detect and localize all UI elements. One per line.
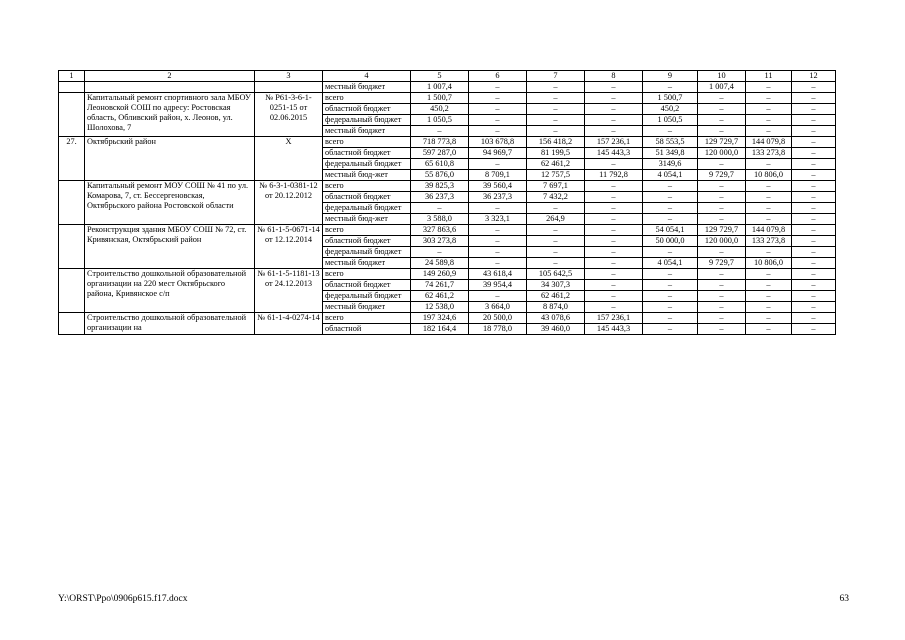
amount-cell: 58 553,5 <box>643 137 698 148</box>
amount-cell: – <box>643 269 698 280</box>
amount-cell: 450,2 <box>411 104 469 115</box>
header-cell: 9 <box>643 71 698 82</box>
amount-cell: 4 054,1 <box>643 258 698 269</box>
amount-cell: – <box>585 126 643 137</box>
amount-cell: 157 236,1 <box>585 137 643 148</box>
amount-cell: 9 729,7 <box>698 170 746 181</box>
amount-cell: 1 007,4 <box>698 82 746 93</box>
amount-cell: – <box>469 236 527 247</box>
amount-cell: 11 792,8 <box>585 170 643 181</box>
amount-cell: – <box>698 313 746 324</box>
header-cell: 11 <box>746 71 792 82</box>
header-cell: 8 <box>585 71 643 82</box>
amount-cell: – <box>746 291 792 302</box>
row-number <box>59 82 85 93</box>
amount-cell: – <box>643 181 698 192</box>
amount-cell: – <box>792 247 836 258</box>
amount-cell: – <box>792 192 836 203</box>
amount-cell: – <box>746 82 792 93</box>
amount-cell: – <box>792 236 836 247</box>
amount-cell: – <box>792 203 836 214</box>
object-name: Строительство дошкольной образовательной организации на <box>85 313 255 335</box>
object-name: Строительство дошкольной образовательной организации на 220 мест Октябрьского района, Кривянское с/п <box>85 269 255 313</box>
amount-cell: – <box>585 181 643 192</box>
budget-source: местный бюд-жет <box>323 214 411 225</box>
amount-cell: – <box>469 93 527 104</box>
amount-cell: – <box>746 203 792 214</box>
amount-cell: – <box>698 247 746 258</box>
amount-cell: – <box>698 291 746 302</box>
amount-cell: – <box>746 159 792 170</box>
amount-cell: – <box>585 258 643 269</box>
amount-cell: 39 460,0 <box>527 324 585 335</box>
amount-cell: – <box>585 115 643 126</box>
amount-cell: – <box>527 126 585 137</box>
header-cell: 2 <box>85 71 255 82</box>
amount-cell: – <box>585 104 643 115</box>
amount-cell: – <box>411 203 469 214</box>
amount-cell: – <box>792 313 836 324</box>
amount-cell: – <box>469 291 527 302</box>
amount-cell: 133 273,8 <box>746 236 792 247</box>
row-number <box>59 313 85 335</box>
amount-cell: 36 237,3 <box>411 192 469 203</box>
amount-cell: 51 349,8 <box>643 148 698 159</box>
table-row <box>59 181 836 192</box>
amount-cell: 20 500,0 <box>469 313 527 324</box>
amount-cell: – <box>698 324 746 335</box>
amount-cell: – <box>527 93 585 104</box>
budget-source: местный бюджет <box>323 258 411 269</box>
amount-cell: 3 588,0 <box>411 214 469 225</box>
amount-cell: – <box>792 258 836 269</box>
amount-cell: – <box>411 126 469 137</box>
amount-cell: – <box>527 115 585 126</box>
amount-cell: 43 618,4 <box>469 269 527 280</box>
budget-source: областной <box>323 324 411 335</box>
amount-cell: 94 969,7 <box>469 148 527 159</box>
amount-cell: 1 050,5 <box>411 115 469 126</box>
amount-cell: – <box>792 82 836 93</box>
document-number: Х <box>255 137 323 181</box>
amount-cell: – <box>643 203 698 214</box>
budget-source: местный бюджет <box>323 82 411 93</box>
amount-cell: 50 000,0 <box>643 236 698 247</box>
amount-cell: – <box>411 247 469 258</box>
object-name: Реконструкция здания МБОУ СОШ № 72, ст. Кривянская, Октябрьский район <box>85 225 255 269</box>
row-number <box>59 269 85 313</box>
amount-cell: – <box>469 126 527 137</box>
amount-cell: – <box>746 269 792 280</box>
document-number: № 61-1-4-0274-14 <box>255 313 323 335</box>
amount-cell: 145 443,3 <box>585 148 643 159</box>
amount-cell: – <box>527 203 585 214</box>
object-name: Октябрьский район <box>85 137 255 181</box>
table-row <box>59 269 836 280</box>
budget-source: федеральный бюджет <box>323 247 411 258</box>
header-cell: 10 <box>698 71 746 82</box>
amount-cell: 264,9 <box>527 214 585 225</box>
amount-cell: 9 729,7 <box>698 258 746 269</box>
amount-cell: – <box>698 159 746 170</box>
amount-cell: 39 560,4 <box>469 181 527 192</box>
header-row <box>59 71 836 82</box>
amount-cell: 36 237,3 <box>469 192 527 203</box>
amount-cell: 597 287,0 <box>411 148 469 159</box>
amount-cell: 156 418,2 <box>527 137 585 148</box>
row-number <box>59 181 85 225</box>
budget-source: федеральный бюджет <box>323 291 411 302</box>
amount-cell: 103 678,8 <box>469 137 527 148</box>
amount-cell: 3 664,0 <box>469 302 527 313</box>
amount-cell: 3149,6 <box>643 159 698 170</box>
amount-cell: 54 054,1 <box>643 225 698 236</box>
header-cell: 3 <box>255 71 323 82</box>
table-row <box>59 313 836 324</box>
amount-cell: – <box>469 104 527 115</box>
amount-cell: – <box>792 280 836 291</box>
amount-cell: – <box>746 192 792 203</box>
amount-cell: – <box>792 225 836 236</box>
footer-file-path: Y:\ORST\Ppo\0906p615.f17.docx <box>58 594 188 604</box>
amount-cell: – <box>469 247 527 258</box>
budget-source: областной бюджет <box>323 192 411 203</box>
amount-cell: 65 610,8 <box>411 159 469 170</box>
budget-source: всего <box>323 225 411 236</box>
amount-cell: 34 307,3 <box>527 280 585 291</box>
amount-cell: 144 079,8 <box>746 137 792 148</box>
row-number <box>59 93 85 137</box>
document-number: № 61-1-5-1181-13 от 24.12.2013 <box>255 269 323 313</box>
amount-cell: – <box>585 159 643 170</box>
amount-cell: 12 757,5 <box>527 170 585 181</box>
budget-source: областной бюджет <box>323 236 411 247</box>
amount-cell: – <box>746 302 792 313</box>
document-number: № 61-1-5-0671-14 от 12.12.2014 <box>255 225 323 269</box>
amount-cell: – <box>469 258 527 269</box>
amount-cell: – <box>643 313 698 324</box>
amount-cell: – <box>469 159 527 170</box>
table-row <box>59 82 836 93</box>
header-cell: 6 <box>469 71 527 82</box>
amount-cell: 8 874,0 <box>527 302 585 313</box>
amount-cell: – <box>746 214 792 225</box>
amount-cell: – <box>792 104 836 115</box>
amount-cell: 7 697,1 <box>527 181 585 192</box>
budget-source: местный бюд-жет <box>323 170 411 181</box>
amount-cell: – <box>792 291 836 302</box>
amount-cell: – <box>643 280 698 291</box>
amount-cell: – <box>469 225 527 236</box>
budget-source: областной бюджет <box>323 280 411 291</box>
amount-cell: – <box>527 225 585 236</box>
amount-cell: 81 199,5 <box>527 148 585 159</box>
amount-cell: – <box>792 115 836 126</box>
object-name: Капитальный ремонт МОУ СОШ № 41 по ул. Комарова, 7, ст. Бессергеновская, Октябрьского района Ростовской области <box>85 181 255 225</box>
header-cell: 1 <box>59 71 85 82</box>
amount-cell: – <box>643 247 698 258</box>
amount-cell: 39 825,3 <box>411 181 469 192</box>
amount-cell: 145 443,3 <box>585 324 643 335</box>
amount-cell: 133 273,8 <box>746 148 792 159</box>
amount-cell: 43 078,6 <box>527 313 585 324</box>
amount-cell: 120 000,0 <box>698 148 746 159</box>
amount-cell: – <box>585 225 643 236</box>
amount-cell: 3 323,1 <box>469 214 527 225</box>
amount-cell: – <box>585 203 643 214</box>
amount-cell: – <box>698 302 746 313</box>
amount-cell: – <box>585 192 643 203</box>
amount-cell: 129 729,7 <box>698 137 746 148</box>
object-name: Капитальный ремонт спортивного зала МБОУ Леоновской СОШ по адресу: Ростовская область, Обливский район, х. Леонов, ул. Шолохова, 7 <box>85 93 255 137</box>
amount-cell: 450,2 <box>643 104 698 115</box>
amount-cell: – <box>585 93 643 104</box>
table-row <box>59 137 836 148</box>
row-number <box>59 225 85 269</box>
amount-cell: – <box>746 104 792 115</box>
amount-cell: 1 050,5 <box>643 115 698 126</box>
amount-cell: 149 260,9 <box>411 269 469 280</box>
amount-cell: – <box>643 302 698 313</box>
budget-source: федеральный бюджет <box>323 115 411 126</box>
amount-cell: 157 236,1 <box>585 313 643 324</box>
amount-cell: 182 164,4 <box>411 324 469 335</box>
amount-cell: – <box>698 203 746 214</box>
amount-cell: 144 079,8 <box>746 225 792 236</box>
budget-source: всего <box>323 93 411 104</box>
amount-cell: 327 863,6 <box>411 225 469 236</box>
amount-cell: – <box>527 247 585 258</box>
amount-cell: 105 642,5 <box>527 269 585 280</box>
amount-cell: – <box>792 126 836 137</box>
amount-cell: – <box>746 324 792 335</box>
amount-cell: – <box>643 126 698 137</box>
amount-cell: – <box>698 181 746 192</box>
amount-cell: 120 000,0 <box>698 236 746 247</box>
amount-cell: 74 261,7 <box>411 280 469 291</box>
amount-cell: 55 876,0 <box>411 170 469 181</box>
amount-cell: 197 324,6 <box>411 313 469 324</box>
amount-cell: – <box>746 115 792 126</box>
amount-cell: 10 806,0 <box>746 258 792 269</box>
amount-cell: – <box>585 82 643 93</box>
amount-cell: – <box>792 137 836 148</box>
budget-source: местный бюджет <box>323 302 411 313</box>
table-row <box>59 93 836 104</box>
amount-cell: 62 461,2 <box>527 291 585 302</box>
amount-cell: – <box>698 280 746 291</box>
header-cell: 7 <box>527 71 585 82</box>
amount-cell: – <box>469 115 527 126</box>
amount-cell: – <box>585 247 643 258</box>
amount-cell: – <box>643 291 698 302</box>
header-cell: 5 <box>411 71 469 82</box>
amount-cell: 10 806,0 <box>746 170 792 181</box>
amount-cell: – <box>585 269 643 280</box>
table-row <box>59 225 836 236</box>
amount-cell: – <box>792 159 836 170</box>
amount-cell: – <box>698 126 746 137</box>
budget-source: федеральный бюджет <box>323 203 411 214</box>
amount-cell: 1 500,7 <box>411 93 469 104</box>
amount-cell: – <box>585 291 643 302</box>
object-name <box>85 82 255 93</box>
amount-cell: 1 500,7 <box>643 93 698 104</box>
amount-cell: – <box>469 82 527 93</box>
amount-cell: – <box>698 214 746 225</box>
amount-cell: 18 778,0 <box>469 324 527 335</box>
amount-cell: – <box>698 93 746 104</box>
amount-cell: – <box>792 324 836 335</box>
amount-cell: – <box>792 93 836 104</box>
document-number: № 6-3-1-0381-12 от 20.12.2012 <box>255 181 323 225</box>
row-number: 27. <box>59 137 85 181</box>
budget-source: областной бюджет <box>323 104 411 115</box>
amount-cell: – <box>585 214 643 225</box>
amount-cell: – <box>527 258 585 269</box>
amount-cell: 4 054,1 <box>643 170 698 181</box>
amount-cell: 129 729,7 <box>698 225 746 236</box>
amount-cell: – <box>792 214 836 225</box>
document-number <box>255 82 323 93</box>
amount-cell: – <box>527 236 585 247</box>
amount-cell: – <box>746 126 792 137</box>
amount-cell: – <box>527 104 585 115</box>
amount-cell: – <box>698 115 746 126</box>
amount-cell: 39 954,4 <box>469 280 527 291</box>
amount-cell: – <box>643 214 698 225</box>
amount-cell: – <box>792 170 836 181</box>
amount-cell: – <box>585 236 643 247</box>
budget-source: всего <box>323 269 411 280</box>
amount-cell: 303 273,8 <box>411 236 469 247</box>
amount-cell: 12 538,0 <box>411 302 469 313</box>
amount-cell: – <box>643 82 698 93</box>
amount-cell: 8 709,1 <box>469 170 527 181</box>
amount-cell: – <box>585 302 643 313</box>
amount-cell: 7 432,2 <box>527 192 585 203</box>
document-number: № Р61-3-6-1-0251-15 от 02.06.2015 <box>255 93 323 137</box>
amount-cell: – <box>792 181 836 192</box>
amount-cell: – <box>698 104 746 115</box>
budget-source: всего <box>323 137 411 148</box>
amount-cell: – <box>792 302 836 313</box>
header-cell: 12 <box>792 71 836 82</box>
amount-cell: – <box>792 269 836 280</box>
budget-source: федеральный бюджет <box>323 159 411 170</box>
amount-cell: – <box>643 192 698 203</box>
budget-source: всего <box>323 313 411 324</box>
budget-table <box>58 70 836 335</box>
amount-cell: – <box>746 247 792 258</box>
amount-cell: – <box>527 82 585 93</box>
amount-cell: – <box>746 280 792 291</box>
amount-cell: – <box>698 192 746 203</box>
amount-cell: – <box>792 148 836 159</box>
amount-cell: 1 007,4 <box>411 82 469 93</box>
amount-cell: – <box>469 203 527 214</box>
amount-cell: – <box>746 93 792 104</box>
amount-cell: – <box>585 280 643 291</box>
amount-cell: – <box>698 269 746 280</box>
amount-cell: – <box>746 313 792 324</box>
amount-cell: 718 773,8 <box>411 137 469 148</box>
budget-source: всего <box>323 181 411 192</box>
footer-page-number: 63 <box>839 594 849 604</box>
budget-source: областной бюджет <box>323 148 411 159</box>
amount-cell: – <box>746 181 792 192</box>
amount-cell: 62 461,2 <box>411 291 469 302</box>
amount-cell: 24 589,8 <box>411 258 469 269</box>
amount-cell: 62 461,2 <box>527 159 585 170</box>
header-cell: 4 <box>323 71 411 82</box>
amount-cell: – <box>643 324 698 335</box>
budget-source: местный бюджет <box>323 126 411 137</box>
